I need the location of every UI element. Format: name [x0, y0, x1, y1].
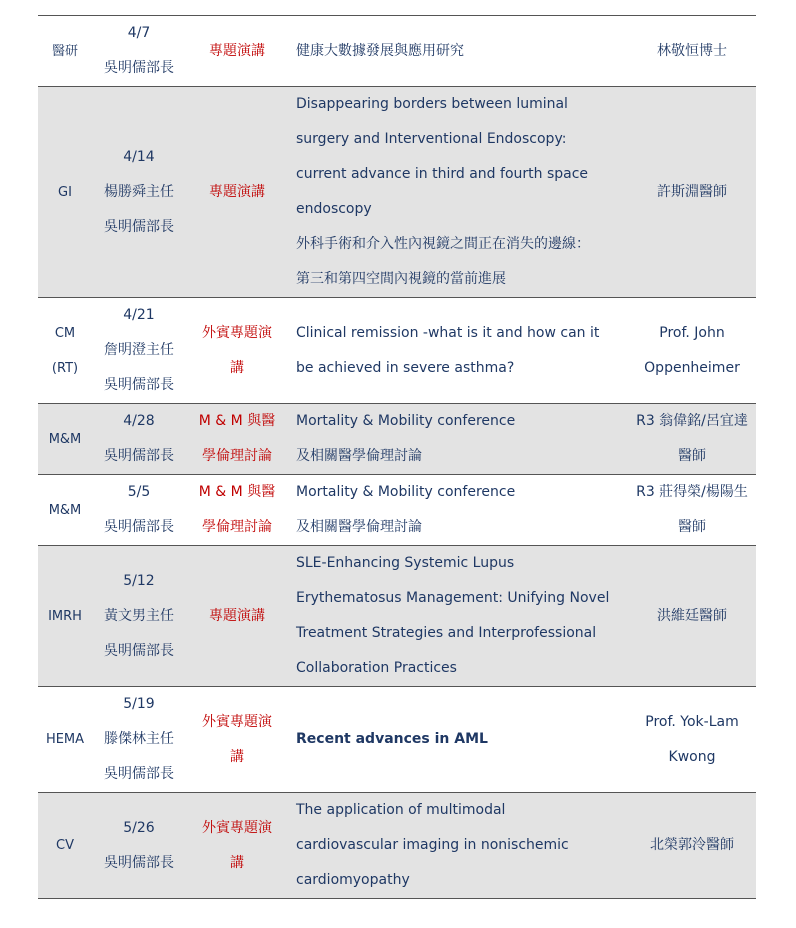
- date-host-cell: [92, 546, 186, 687]
- session-type-cell: [186, 404, 288, 475]
- speaker-text: Kwong: [668, 748, 716, 765]
- speaker-text: 林敬恒博士: [657, 42, 727, 59]
- unit-cell: [38, 16, 92, 87]
- lecture-schedule-table: [38, 15, 756, 899]
- speaker-cell: [628, 16, 756, 87]
- topic-text: Erythematosus Management: Unifying Novel: [296, 590, 610, 606]
- host-text: 吳明儒部長: [104, 854, 174, 871]
- host-text: 滕傑林主任: [104, 731, 174, 747]
- speaker-cell: [628, 404, 756, 475]
- date-host-cell: [92, 475, 186, 546]
- date-text: 5/5: [127, 484, 151, 500]
- topic-text: Clinical remission -what is it and how can it: [296, 324, 600, 341]
- unit-text: CM: [54, 325, 76, 341]
- date-text: 5/26: [123, 819, 155, 836]
- topic-text: current advance in third and fourth space: [296, 166, 589, 182]
- date-text: 5/12: [123, 572, 155, 589]
- session-type-text: M & M 與醫: [198, 413, 276, 429]
- session-type-cell: [186, 546, 288, 687]
- unit-text: CV: [56, 838, 74, 853]
- date-text: 5/19: [123, 696, 155, 712]
- session-type-text: 學倫理討論: [202, 519, 272, 535]
- speaker-text: 北榮郭泠醫師: [650, 837, 734, 853]
- topic-text: SLE-Enhancing Systemic Lupus: [296, 555, 515, 571]
- speaker-text: Prof. Yok-Lam: [645, 713, 739, 730]
- unit-text: 醫研: [51, 43, 78, 59]
- host-text: 吳明儒部長: [104, 218, 174, 235]
- host-text: 詹明澄主任: [104, 342, 174, 358]
- session-type-text: 講: [230, 854, 244, 871]
- speaker-text: Oppenheimer: [644, 359, 740, 376]
- table-row: [38, 546, 756, 687]
- topic-text: Recent advances in AML: [296, 731, 488, 747]
- session-type-cell: [186, 687, 288, 793]
- session-type-text: 講: [230, 748, 244, 765]
- host-text: 楊勝舜主任: [104, 183, 174, 200]
- topic-cell: [288, 687, 628, 793]
- topic-text: endoscopy: [296, 201, 372, 217]
- topic-cell: [288, 298, 628, 404]
- unit-cell: [38, 298, 92, 404]
- host-text: 黃文男主任: [104, 607, 174, 624]
- session-type-text: 學倫理討論: [202, 448, 272, 464]
- unit-cell: [38, 793, 92, 899]
- speaker-text: Prof. John: [659, 324, 725, 341]
- unit-cell: [38, 404, 92, 475]
- session-type-cell: [186, 298, 288, 404]
- host-text: 吳明儒部長: [104, 766, 174, 782]
- session-type-text: 外賓專題演: [202, 713, 272, 730]
- date-host-cell: [92, 87, 186, 298]
- date-host-cell: [92, 298, 186, 404]
- unit-cell: [38, 687, 92, 793]
- date-text: 4/7: [127, 25, 151, 41]
- date-host-cell: [92, 16, 186, 87]
- topic-text: The application of multimodal: [296, 802, 506, 818]
- date-host-cell: [92, 687, 186, 793]
- unit-text: M&M: [48, 502, 82, 518]
- topic-text: surgery and Interventional Endoscopy:: [296, 131, 567, 147]
- speaker-cell: [628, 87, 756, 298]
- speaker-cell: [628, 793, 756, 899]
- speaker-cell: [628, 687, 756, 793]
- date-text: 4/21: [123, 307, 155, 323]
- topic-text: cardiovascular imaging in nonischemic: [296, 837, 569, 853]
- session-type-cell: [186, 16, 288, 87]
- host-text: 吳明儒部長: [104, 377, 174, 393]
- speaker-cell: [628, 298, 756, 404]
- unit-text: M&M: [48, 431, 82, 447]
- topic-cell: [288, 87, 628, 298]
- unit-cell: [38, 87, 92, 298]
- host-text: 吳明儒部長: [104, 60, 174, 76]
- session-type-text: 專題演講: [209, 607, 265, 624]
- table-row: [38, 687, 756, 793]
- table-row: [38, 793, 756, 899]
- topic-text: 及相關醫學倫理討論: [296, 448, 422, 464]
- topic-cell: [288, 546, 628, 687]
- unit-text: GI: [58, 184, 72, 200]
- topic-text: 第三和第四空間內視鏡的當前進展: [296, 271, 506, 287]
- speaker-text: 醫師: [678, 448, 706, 464]
- topic-text: Collaboration Practices: [296, 660, 457, 676]
- speaker-text: 許斯淵醫師: [657, 183, 727, 200]
- table-row: [38, 475, 756, 546]
- table-row: [38, 404, 756, 475]
- session-type-cell: [186, 475, 288, 546]
- unit-cell: [38, 475, 92, 546]
- date-text: 4/14: [123, 148, 155, 165]
- speaker-text: 洪維廷醫師: [657, 607, 727, 624]
- unit-text: HEMA: [45, 732, 85, 747]
- session-type-text: 外賓專題演: [202, 324, 272, 341]
- topic-text: 健康大數據發展與應用研究: [296, 42, 464, 59]
- session-type-text: 專題演講: [209, 42, 265, 59]
- table-row: [38, 16, 756, 87]
- topic-text: cardiomyopathy: [296, 872, 410, 888]
- topic-cell: [288, 404, 628, 475]
- session-type-text: 外賓專題演: [202, 819, 272, 836]
- host-text: 吳明儒部長: [104, 642, 174, 659]
- session-type-cell: [186, 87, 288, 298]
- topic-text: 外科手術和介入性內視鏡之間正在消失的邊線：: [296, 236, 590, 252]
- topic-text: Disappearing borders between luminal: [296, 96, 568, 112]
- topic-text: 及相關醫學倫理討論: [296, 519, 422, 535]
- host-text: 吳明儒部長: [104, 519, 174, 535]
- unit-cell: [38, 546, 92, 687]
- topic-text: be achieved in severe asthma?: [296, 359, 515, 376]
- session-type-cell: [186, 793, 288, 899]
- session-type-text: M & M 與醫: [198, 484, 276, 500]
- topic-text: Treatment Strategies and Interprofessional: [296, 625, 597, 641]
- date-host-cell: [92, 404, 186, 475]
- speaker-cell: [628, 475, 756, 546]
- session-type-text: 講: [230, 359, 244, 376]
- date-host-cell: [92, 793, 186, 899]
- topic-cell: [288, 16, 628, 87]
- topic-cell: [288, 793, 628, 899]
- date-text: 4/28: [123, 413, 155, 429]
- topic-text: Mortality & Mobility conference: [296, 413, 516, 429]
- speaker-text: 醫師: [678, 519, 706, 535]
- unit-text: (RT): [51, 360, 79, 376]
- table-row: [38, 298, 756, 404]
- host-text: 吳明儒部長: [104, 448, 174, 464]
- table-row: [38, 87, 756, 298]
- speaker-cell: [628, 546, 756, 687]
- topic-cell: [288, 475, 628, 546]
- unit-text: IMRH: [48, 608, 82, 624]
- speaker-text: R3 莊得榮/楊陽生: [636, 484, 748, 500]
- session-type-text: 專題演講: [209, 183, 265, 200]
- speaker-text: R3 翁偉銘/呂宜達: [636, 413, 748, 429]
- topic-text: Mortality & Mobility conference: [296, 484, 516, 500]
